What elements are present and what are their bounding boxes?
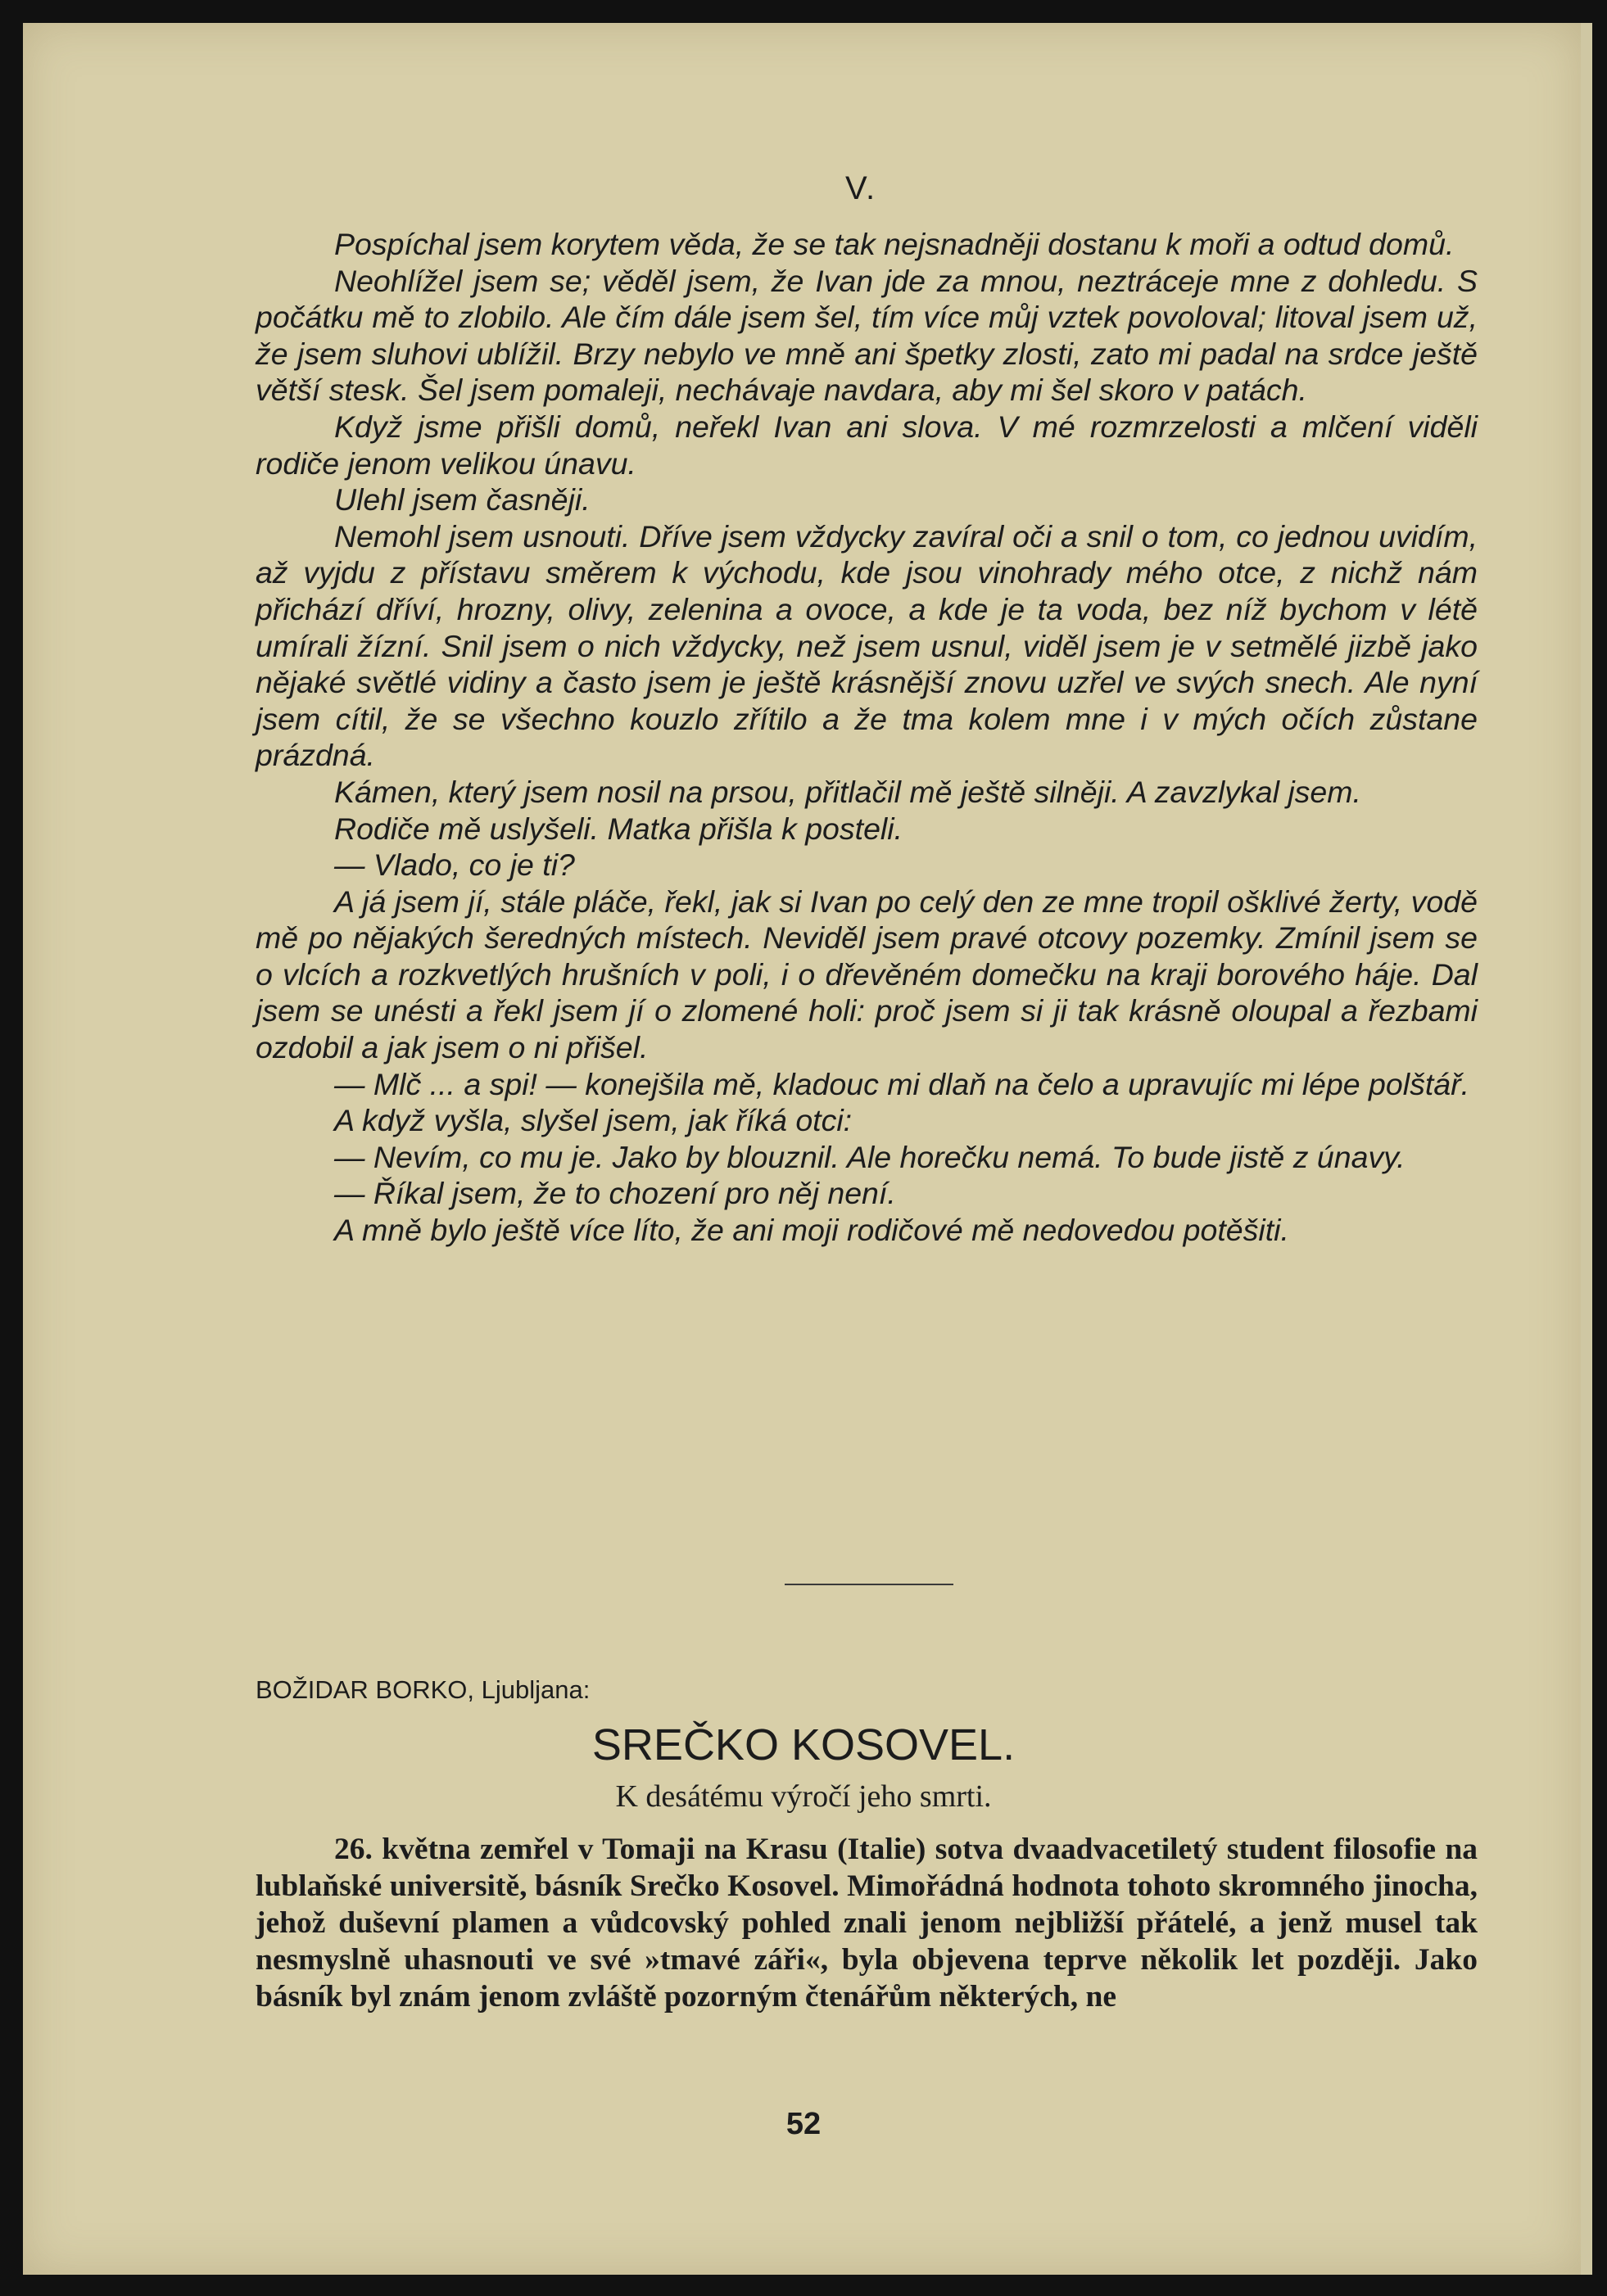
story-text	[256, 226, 1478, 1249]
story-paragraph: Neohlížel jsem se; věděl jsem, že Ivan jde za mnou, neztráceje mne z dohledu. S počátku mě to zlobilo. Ale čím dále jsem šel, tím více můj vztek povoloval; litoval jsem už, že jsem sluhovi ublížil. Brzy nebylo ve mně ani špetky zlosti, zato mi padal na srdce ještě větší stesk. Šel jsem pomaleji, nechávaje navdara, aby mi šel skoro v patách.	[256, 263, 1478, 408]
story-paragraph: — Říkal jsem, že to chození pro něj není.	[334, 1176, 896, 1211]
story-paragraph: — Mlč ... a spi! — konejšila mě, kladouc mi dlaň na čelo a upravujíc mi lépe polštář.	[334, 1066, 1470, 1101]
story-paragraph: Ulehl jsem časněji.	[334, 482, 591, 518]
story-paragraph: Rodiče mě uslyšeli. Matka přišla k posteli.	[334, 811, 903, 846]
story-paragraph: Nemohl jsem usnouti. Dříve jsem vždycky zavíral oči a snil o tom, co jednou uvidím, až vyjdu z přístavu směrem k východu, kde jsou vinohrady mého otce, z nichž nám přichází dříví, hrozny, olivy, zelenina a ovoce, a kde je ta voda, bez níž bychom v létě umírali žízní. Snil jsem o nich vždycky, než jsem usnul, viděl jsem je v setmělé jizbě jako nějaké světlé vidiny a často jsem je ještě krásnější znovu uzřel ve svých snech. Ale nyní jsem cítil, že se všechno kouzlo zřítilo a že tma kolem mne i v mých očích zůstane prázdná.	[256, 518, 1478, 773]
story-paragraph: Když jsme přišli domů, neřekl Ivan ani slova. V mé rozmrzelosti a mlčení viděli rodiče jenom velikou únavu.	[256, 409, 1478, 481]
article-paragraph: 26. května zemřel v Tomaji na Krasu (Italie) sotva dvaadvacetiletý student filosofie na lublaňské universitě, básník Srečko Kosovel. Mimořádná hodnota tohoto skromného jinocha, jehož duševní plamen a vůdcovský pohled znali jenom nejbližší přátelé, a jenž musel tak nesmyslně uhasnouti ve své »tmavé záři«, byla objevena teprve několik let později. Jako básník byl znám jenom zvláště pozorným čtenářům některých, ne	[256, 1833, 1478, 2014]
story-paragraph: Pospíchal jsem korytem věda, že se tak nejsnadněji dostanu k moři a odtud domů.	[334, 227, 1455, 261]
section-divider	[785, 1584, 953, 1585]
story-paragraph: A já jsem jí, stále pláče, řekl, jak si Ivan po celý den ze mne tropil ošklivé žerty, vodě mě po nějakých šeredných místech. Neviděl jsem pravé otcovy pozemky. Zmínil jsem se o vlcích a rozkvetlých hrušních v poli, i o dřevěném domečku na kraji borového háje. Dal jsem se unésti a řekl jsem jí o zlomené holi: proč jsem si ji tak krásně oloupal a řezbami ozdobil a jak jsem o ni přišel.	[256, 884, 1478, 1065]
section-number: V.	[845, 170, 877, 206]
article-subtitle: K desátému výročí jeho smrti.	[615, 1779, 992, 1814]
article-title: SREČKO KOSOVEL.	[591, 1720, 1016, 1769]
article-author: BOŽIDAR BORKO, Ljubljana:	[256, 1675, 591, 1704]
story-paragraph: — Nevím, co mu je. Jako by blouznil. Ale horečku nemá. To bude jistě z únavy.	[334, 1139, 1406, 1174]
story-paragraph: Kámen, který jsem nosil na prsou, přitlačil mě ještě silněji. A zavzlykal jsem.	[334, 774, 1361, 809]
story-paragraph: A mně bylo ještě více líto, že ani moji rodičové mě nedovedou potěšiti.	[334, 1213, 1289, 1248]
story-paragraph: A když vyšla, slyšel jsem, jak říká otci:	[334, 1103, 853, 1138]
story-paragraph: — Vlado, co je ti?	[334, 847, 575, 883]
article-body	[256, 1831, 1478, 2015]
page-number: 52	[785, 2107, 822, 2141]
